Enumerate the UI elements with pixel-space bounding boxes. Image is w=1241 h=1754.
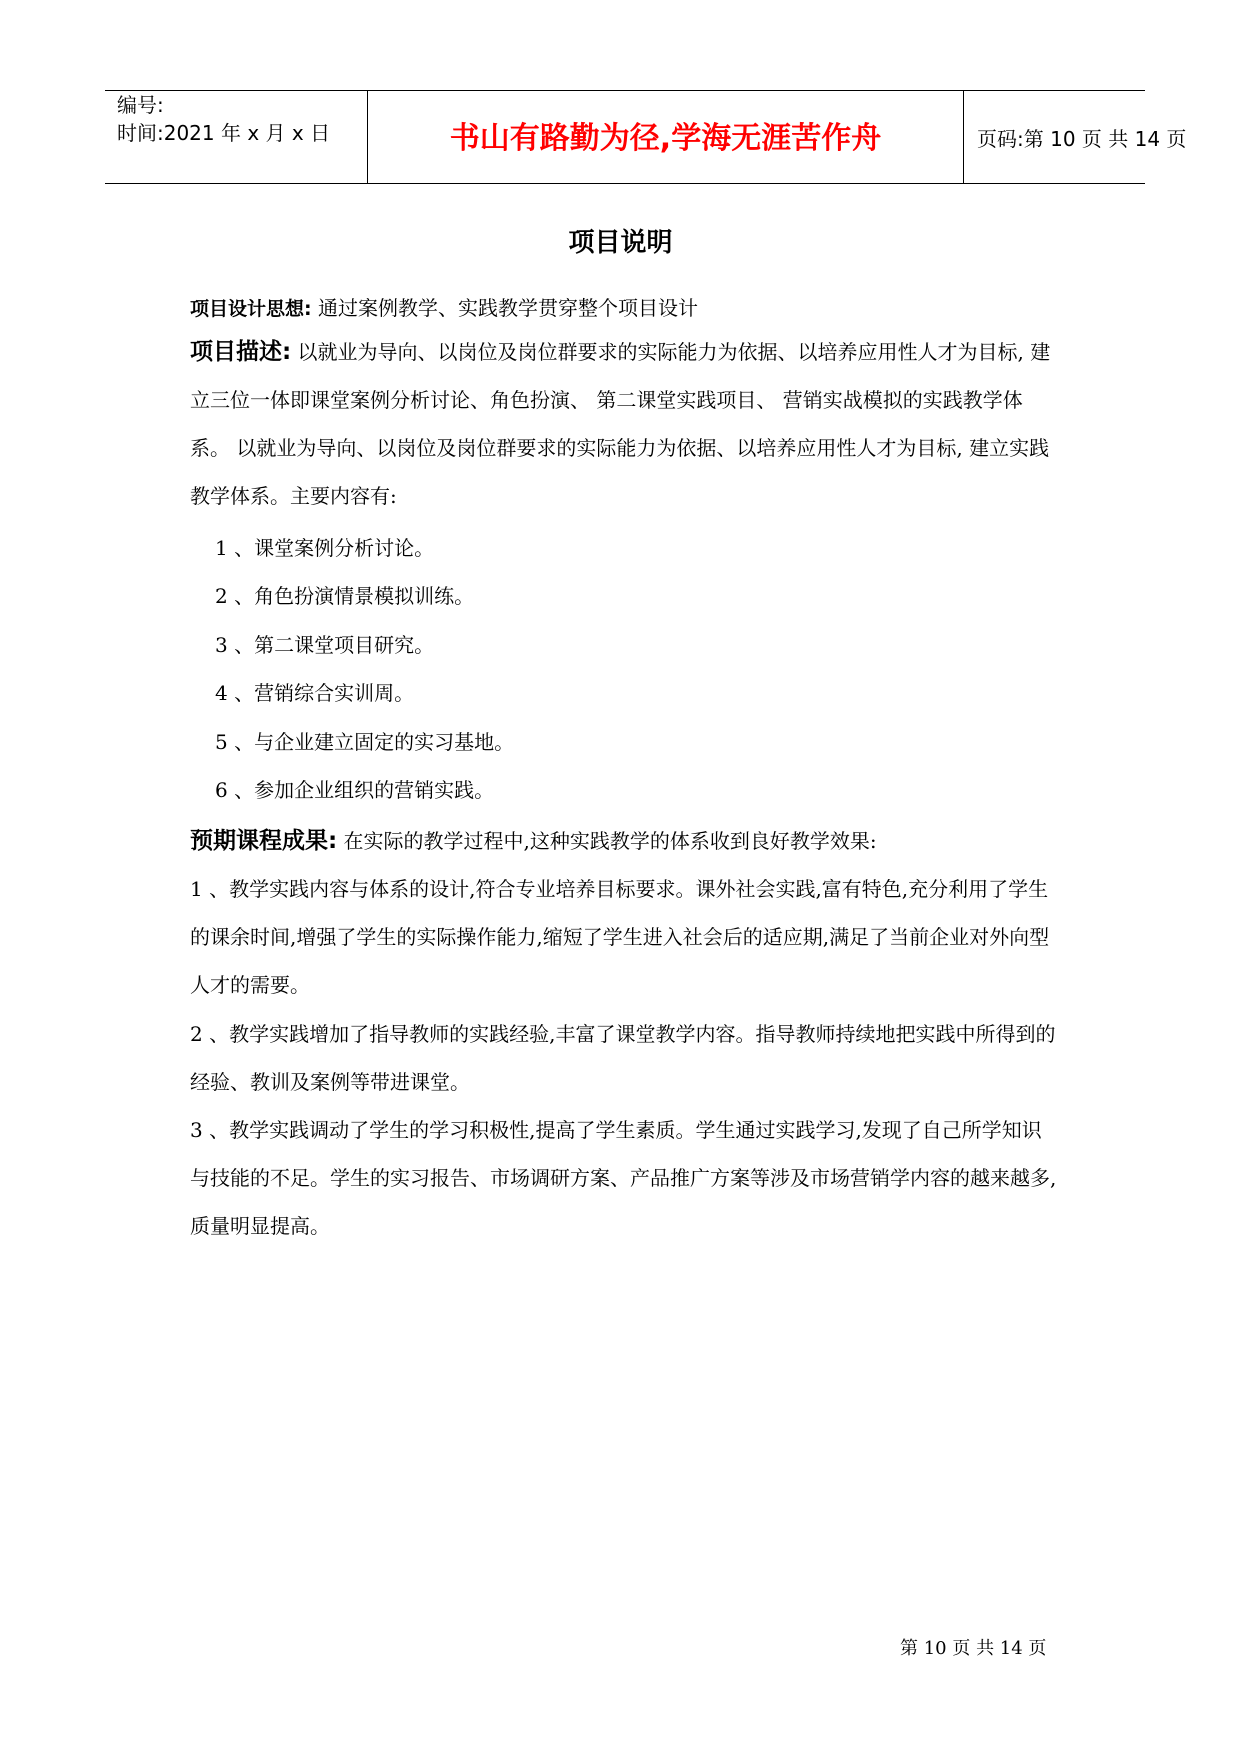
design-idea-paragraph: [190, 284, 1060, 333]
description-text: 以就业为导向、以岗位及岗位群要求的实际能力为依据、以培养应用性人才为目标, 建立三位一体即课堂案例分析讨论、角色扮演、 第二课堂实践项目、 营销实战模拟的实践教学体系。 以就业为导向、以岗位及岗位群要求的实际能力为依据、以培养应用性人才为目标, 建立实践教学体系。主要内容有:: [190, 340, 1051, 508]
content-item-4: 4 、营销综合实训周。: [215, 681, 415, 705]
description-label: 项目描述:: [190, 339, 292, 365]
document-time-label: 时间:2021 年 x 月 x 日: [117, 121, 331, 145]
content-item-1: 1 、课堂案例分析讨论。: [215, 536, 435, 560]
results-label: 预期课程成果:: [190, 828, 338, 854]
header-page-cell: [965, 91, 1187, 183]
results-point-1: 1 、教学实践内容与体系的设计,符合专业培养目标要求。课外社会实践,富有特色,充分利用了学生的课余时间,增强了学生的实际操作能力,缩短了学生进入社会后的适应期,满足了当前企业对外向型人才的需要。: [190, 877, 1050, 997]
header-meta-cell: [105, 91, 368, 183]
content-item-6: 6 、参加企业组织的营销实践。: [215, 778, 495, 802]
header-table: [105, 90, 1187, 184]
header-page-info: 页码:第 10 页 共 14 页: [977, 127, 1187, 151]
header-motto-cell: [368, 91, 964, 183]
content-item-5: 5 、与企业建立固定的实习基地。: [215, 730, 515, 754]
content-item-3: 3 、第二课堂项目研究。: [215, 633, 435, 657]
document-number-label: 编号:: [117, 93, 164, 117]
motto-text: 书山有路勤为径,学海无涯苦作舟: [449, 121, 882, 156]
results-point-3: 3 、教学实践调动了学生的学习积极性,提高了学生素质。学生通过实践学习,发现了自己所学知识与技能的不足。学生的实习报告、市场调研方案、产品推广方案等涉及市场营销学内容的越来越多,质量明显提高。: [190, 1118, 1057, 1238]
results-intro-paragraph: [190, 817, 1060, 865]
results-intro-text: 在实际的教学过程中,这种实践教学的体系收到良好教学效果:: [337, 829, 877, 853]
design-idea-text: 通过案例教学、实践教学贯穿整个项目设计: [311, 296, 698, 320]
page-footer: 第 10 页 共 14 页: [900, 1638, 1047, 1659]
page-title: 项目说明: [568, 228, 673, 258]
results-point-2: 2 、教学实践增加了指导教师的实践经验,丰富了课堂教学内容。指导教师持续地把实践中所得到的经验、教训及案例等带进课堂。: [190, 1022, 1056, 1094]
design-idea-label: 项目设计思想:: [190, 298, 312, 320]
description-paragraph: [190, 328, 1060, 520]
content-item-2: 2 、角色扮演情景模拟训练。: [215, 584, 475, 608]
